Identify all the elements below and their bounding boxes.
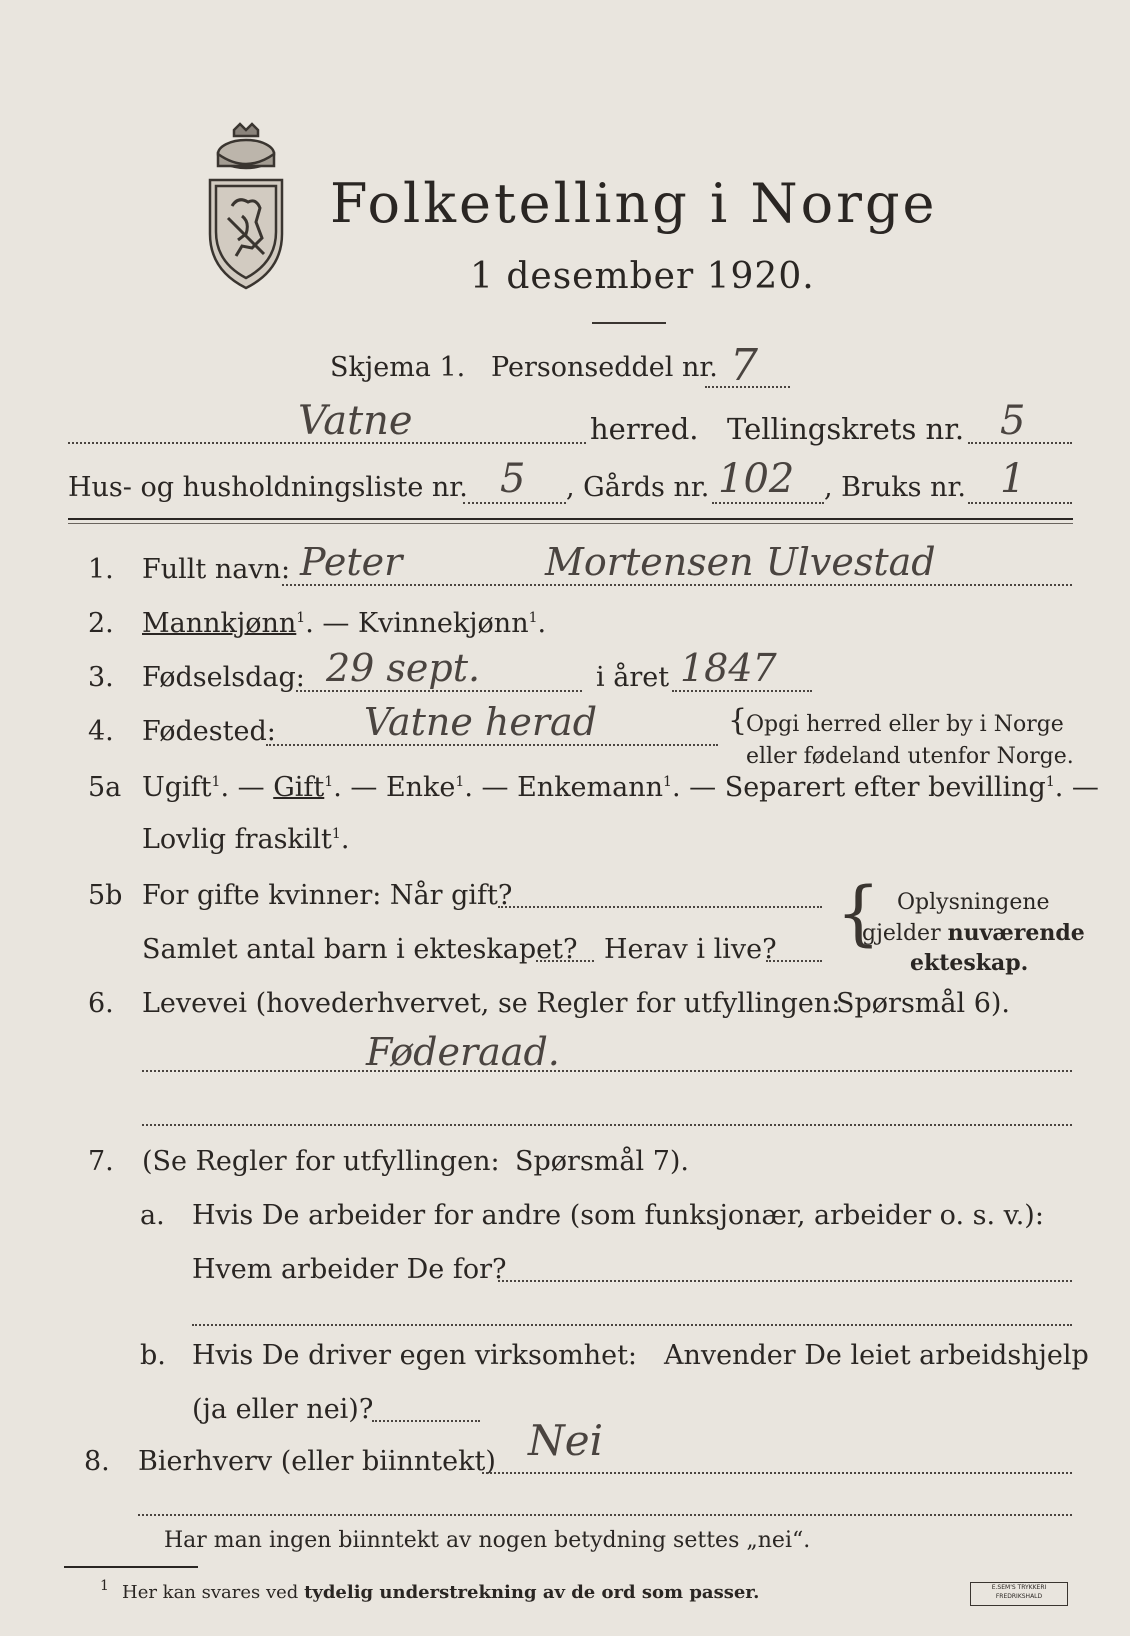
q7b-text-end: Anvender De leiet arbeidshjelp xyxy=(664,1340,1089,1371)
q5a-options xyxy=(142,772,1099,803)
q5b-note-line2 xyxy=(862,920,1085,946)
herred-value: Vatne xyxy=(298,398,413,444)
personseddel-label: Personseddel nr. xyxy=(491,352,718,383)
q5a-ugift: Ugift xyxy=(142,772,212,803)
q7-number: 7. xyxy=(88,1146,114,1177)
q5a-sup-enkemann: 1 xyxy=(663,774,672,790)
q5a-sup-lovlig: 1 xyxy=(331,826,341,842)
q1-number: 1. xyxy=(88,554,114,585)
q2-separator: — xyxy=(322,608,350,639)
q8-line-2 xyxy=(138,1514,1072,1516)
husliste-label: Hus- og husholdningsliste nr. xyxy=(68,472,468,503)
bruks-label: , Bruks nr. xyxy=(824,472,967,503)
q5b-label-when: For gifte kvinner: Når gift? xyxy=(142,880,513,911)
q4-number: 4. xyxy=(88,716,114,747)
herred-label: herred. xyxy=(590,412,699,446)
skjema-label: Skjema 1. xyxy=(330,352,466,383)
q5a-sup-separert: 1 xyxy=(1045,774,1055,790)
q5b-note-nuvaerende: nuværende xyxy=(947,920,1085,946)
q5a-separert: Separert efter bevilling xyxy=(724,772,1046,803)
q1-line xyxy=(282,584,1072,586)
gards-label: , Gårds nr. xyxy=(566,472,710,503)
q5a-sep-4: . — xyxy=(671,772,717,803)
tellingskrets-value: 5 xyxy=(1000,398,1026,444)
husliste-value: 5 xyxy=(500,456,526,502)
q4-line xyxy=(266,744,718,746)
q6-line-1 xyxy=(142,1070,1072,1072)
q3-number: 3. xyxy=(88,662,114,693)
q3-year-line xyxy=(672,690,812,692)
q3-year-value: 1847 xyxy=(680,646,777,690)
q2-male-option: Mannkjønn xyxy=(142,608,297,639)
q5b-label-children: Samlet antal barn i ekteskapet? xyxy=(142,934,578,965)
q5b-number: 5b xyxy=(88,880,123,911)
q7b-question: (ja eller nei)? xyxy=(192,1394,374,1425)
q5a-enke: Enke xyxy=(385,772,456,803)
q7a-line-1 xyxy=(498,1280,1072,1282)
q8-line-1 xyxy=(482,1472,1072,1474)
q5a-sep-2: . — xyxy=(333,772,378,803)
q1-label: Fullt navn: xyxy=(142,554,291,585)
q3-label: Fødselsdag: xyxy=(142,662,305,693)
printer-line1: E.SEM'S TRYKKERI xyxy=(991,1584,1047,1591)
q3-year-label: i året xyxy=(596,662,670,693)
q2-male-dot: . xyxy=(305,608,314,639)
q4-label: Fødested: xyxy=(142,716,276,747)
q2-female-dot: . xyxy=(537,608,547,639)
footnote-number: 1 xyxy=(100,1578,109,1594)
q7b-text: Hvis De driver egen virksomhet: xyxy=(192,1340,638,1371)
q5a-end: . xyxy=(340,824,350,855)
printer-line2: FREDRIKSHALD xyxy=(995,1593,1043,1600)
bruks-value: 1 xyxy=(1000,456,1026,502)
q5a-lovlig-line xyxy=(142,824,349,855)
title-rule xyxy=(592,322,666,324)
q2-number: 2. xyxy=(88,608,114,639)
personseddel-value: 7 xyxy=(730,340,758,391)
printer-stamp xyxy=(970,1582,1068,1606)
header-divider xyxy=(68,518,1073,520)
q5a-sep-1: . — xyxy=(220,772,265,803)
q5b-alive-line xyxy=(766,960,822,962)
q6-label-end: Spørsmål 6). xyxy=(836,988,1011,1019)
gards-value: 102 xyxy=(718,456,795,502)
form-date: 1 desember 1920. xyxy=(470,256,815,297)
q6-number: 6. xyxy=(88,988,114,1019)
bruks-line xyxy=(968,502,1072,504)
q5b-note-gjelder: gjelder xyxy=(862,921,948,946)
footer-rule xyxy=(64,1566,198,1568)
q4-note-brace: { xyxy=(728,703,748,738)
q5b-when-line xyxy=(498,906,822,908)
gards-line xyxy=(712,502,824,504)
q8-label: Bierhverv (eller biinntekt) xyxy=(138,1446,496,1477)
q2-female-sup: 1 xyxy=(528,610,538,626)
q4-note-line1: Opgi herred eller by i Norge xyxy=(746,712,1064,737)
q5a-sup-ugift: 1 xyxy=(211,774,221,790)
form-title: Folketelling i Norge xyxy=(330,172,938,235)
coat-of-arms-icon xyxy=(198,122,294,294)
q5b-children-line xyxy=(536,960,594,962)
q5a-enkemann: Enkemann xyxy=(517,772,664,803)
q2-gender-options xyxy=(142,608,546,639)
q5b-note-line3: ekteskap. xyxy=(910,950,1029,976)
footnote-text xyxy=(122,1582,759,1603)
q5a-lovlig: Lovlig fraskilt xyxy=(142,824,332,855)
q5b-label-alive: Herav i live? xyxy=(604,934,777,965)
header-divider-thin xyxy=(68,523,1073,524)
q7-label-end: Spørsmål 7). xyxy=(515,1146,690,1177)
q2-female-option: Kvinnekjønn xyxy=(358,608,529,639)
q5a-sup-enke: 1 xyxy=(455,774,465,790)
q1-first-name: Peter xyxy=(300,540,403,584)
q3-birthday-value: 29 sept. xyxy=(326,646,481,690)
q5a-number: 5a xyxy=(88,772,122,803)
q5a-sep-3: . — xyxy=(464,772,509,803)
q4-birthplace-value: Vatne herad xyxy=(364,700,598,744)
q4-note-line2: eller fødeland utenfor Norge. xyxy=(746,744,1074,769)
q2-male-sup: 1 xyxy=(296,610,306,626)
q8-value: Nei xyxy=(528,1416,604,1465)
husliste-line xyxy=(463,502,566,504)
q6-label: Levevei (hovederhvervet, se Regler for utfyllingen: xyxy=(142,988,841,1019)
footer-note: Har man ingen biinntekt av nogen betydning settes „nei“. xyxy=(164,1528,811,1553)
skjema-line xyxy=(330,352,718,383)
q7a-text: Hvis De arbeider for andre (som funksjonær, arbeider o. s. v.): xyxy=(192,1200,1044,1231)
q5b-note-line1: Oplysningene xyxy=(897,890,1050,915)
footnote-text-c: av de ord som passer. xyxy=(536,1582,760,1603)
q7a-letter: a. xyxy=(140,1200,165,1231)
q5a-sep-5: . — xyxy=(1054,772,1099,803)
q7a-line-2 xyxy=(192,1324,1072,1326)
q7b-letter: b. xyxy=(140,1340,166,1371)
q8-number: 8. xyxy=(84,1446,110,1477)
footnote-text-a: Her kan svares ved xyxy=(122,1582,305,1603)
q7-label: (Se Regler for utfyllingen: xyxy=(142,1146,500,1177)
tellingskrets-label: Tellingskrets nr. xyxy=(727,412,965,446)
q3-line xyxy=(296,690,582,692)
q5a-gift: Gift xyxy=(273,772,325,803)
footnote-text-emphasis: tydelig understrekning xyxy=(304,1582,537,1603)
q5a-sup-gift: 1 xyxy=(324,774,334,790)
q6-line-2 xyxy=(142,1124,1072,1126)
q5b-note-brace: { xyxy=(836,872,881,954)
q7b-line xyxy=(372,1420,480,1422)
q6-occupation-value: Føderaad. xyxy=(366,1030,560,1074)
q1-last-name: Mortensen Ulvestad xyxy=(545,540,936,584)
q7a-question: Hvem arbeider De for? xyxy=(192,1254,507,1285)
